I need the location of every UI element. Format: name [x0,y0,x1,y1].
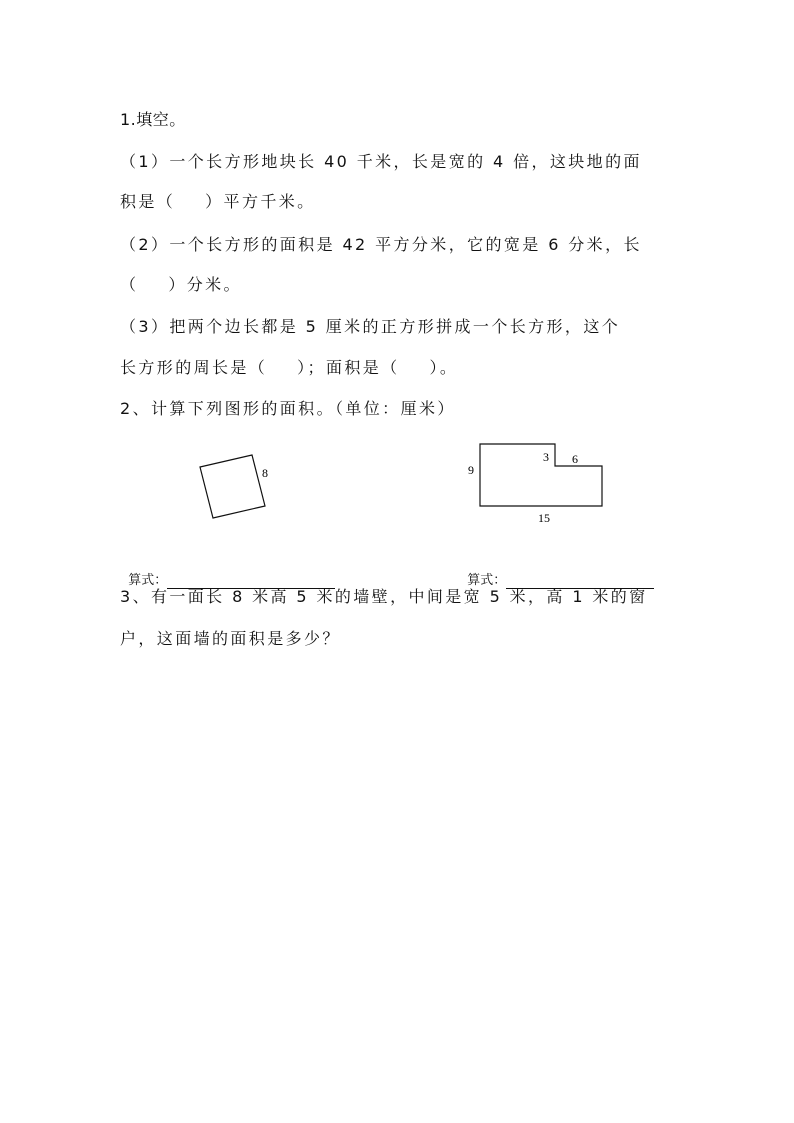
formula-left-label: 算式： [128,573,168,588]
l-shape-notch-depth-label: 3 [543,450,549,464]
q1-item1-line2: 积是（ ）平方千米。 [120,192,316,211]
l-shape-bottom-label: 15 [538,511,550,525]
q2-figures [0,430,794,570]
q2-heading: 2、计算下列图形的面积。（单位：厘米） [120,399,456,418]
q3-line2: 户，这面墙的面积是多少？ [120,629,341,648]
l-shape-notch-width-label: 6 [572,452,578,466]
q1-item2-line2: （ ）分米。 [120,275,242,294]
formula-left [120,557,335,589]
formula-right-label: 算式： [467,573,507,588]
q1-heading: 1.填空。 [120,110,186,129]
q1-item2-line1: （2）一个长方形的面积是 42 平方分米，它的宽是 6 分米，长 [120,235,642,254]
q1-item3-line1: （3）把两个边长都是 5 厘米的正方形拼成一个长方形，这个 [120,317,621,336]
q3-line1: 3、有一面长 8 米高 5 米的墙壁，中间是宽 5 米，高 1 米的窗 [120,587,648,606]
tilted-square-shape [200,455,265,518]
q1-item1-line1: （1）一个长方形地块长 40 千米，长是宽的 4 倍，这块地的面 [120,152,642,171]
l-shape [480,444,602,506]
q1-item3-line2: 长方形的周长是（ ）；面积是（ ）。 [120,358,459,377]
square-side-label: 8 [262,466,268,480]
l-shape-height-label: 9 [468,463,474,477]
formula-right [459,557,654,589]
